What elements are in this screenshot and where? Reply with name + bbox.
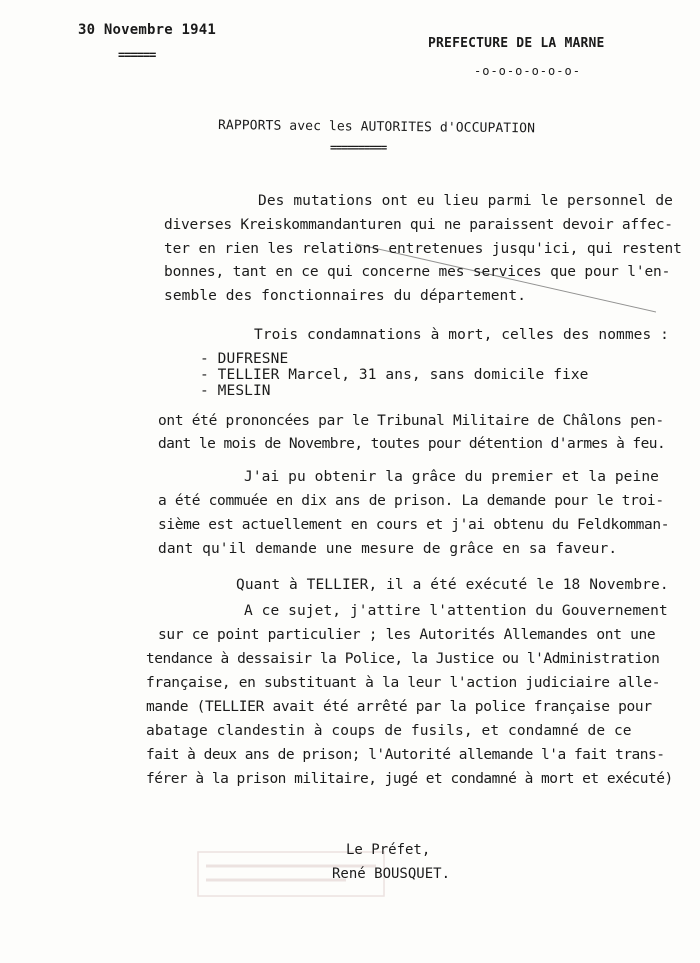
condemned-list-item: - MESLIN (200, 383, 271, 399)
body-line: tendance à dessaisir la Police, la Justice ou l'Administration (146, 651, 660, 667)
body-line: ont été prononcées par le Tribunal Militaire de Châlons pen- (158, 413, 664, 429)
body-line: a été commuée en dix ans de prison. La demande pour le troi- (158, 493, 664, 509)
body-line: dant le mois de Novembre, toutes pour détention d'armes à feu. (158, 436, 666, 452)
condemned-list-item: - TELLIER Marcel, 31 ans, sans domicile fixe (200, 367, 589, 383)
body-line: sième est actuellement en cours et j'ai obtenu du Feldkomman- (158, 517, 670, 533)
body-line: Quant à TELLIER, il a été exécuté le 18 Novembre. (236, 577, 669, 593)
body-line: sur ce point particulier ; les Autorités Allemandes ont une (158, 627, 656, 643)
signatory-name: René BOUSQUET. (332, 866, 451, 882)
body-line: mande (TELLIER avait été arrêté par la police française pour (146, 699, 652, 715)
report-date: 30 Novembre 1941 (78, 22, 217, 38)
body-line: fait à deux ans de prison; l'Autorité allemande l'a fait trans- (146, 747, 665, 763)
body-line: bonnes, tant en ce qui concerne mes services que pour l'en- (164, 264, 671, 280)
body-line: diverses Kreiskommandanturen qui ne paraissent devoir affec- (164, 217, 673, 233)
body-line: A ce sujet, j'attire l'attention du Gouvernement (244, 603, 668, 619)
body-line: semble des fonctionnaires du département. (164, 288, 527, 304)
subject-underline: ========== (330, 141, 387, 154)
body-line: férer à la prison militaire, jugé et condamné à mort et exécuté) (146, 771, 673, 787)
body-line: française, en substituant à la leur l'action judiciaire alle- (146, 675, 661, 691)
signatory-title: Le Préfet, (346, 842, 431, 858)
report-subject: RAPPORTS avec les AUTORITES d'OCCUPATION (217, 118, 536, 137)
date-underline: ====== (118, 48, 156, 62)
condemned-list-item: - DUFRESNE (200, 351, 289, 367)
body-line: J'ai pu obtenir la grâce du premier et la peine (244, 469, 659, 485)
body-line: abatage clandestin à coups de fusils, et condamné de ce (146, 723, 632, 739)
prefecture-heading: PREFECTURE DE LA MARNE (428, 36, 605, 51)
body-line: Trois condamnations à mort, celles des nommes : (254, 327, 669, 343)
body-line: Des mutations ont eu lieu parmi le personnel de (258, 193, 673, 209)
prefecture-rule: -o-o-o-o-o-o- (474, 64, 581, 78)
body-line: dant qu'il demande une mesure de grâce en sa faveur. (158, 541, 618, 557)
body-line: ter en rien les relations entretenues jusqu'ici, qui restent (164, 241, 682, 257)
